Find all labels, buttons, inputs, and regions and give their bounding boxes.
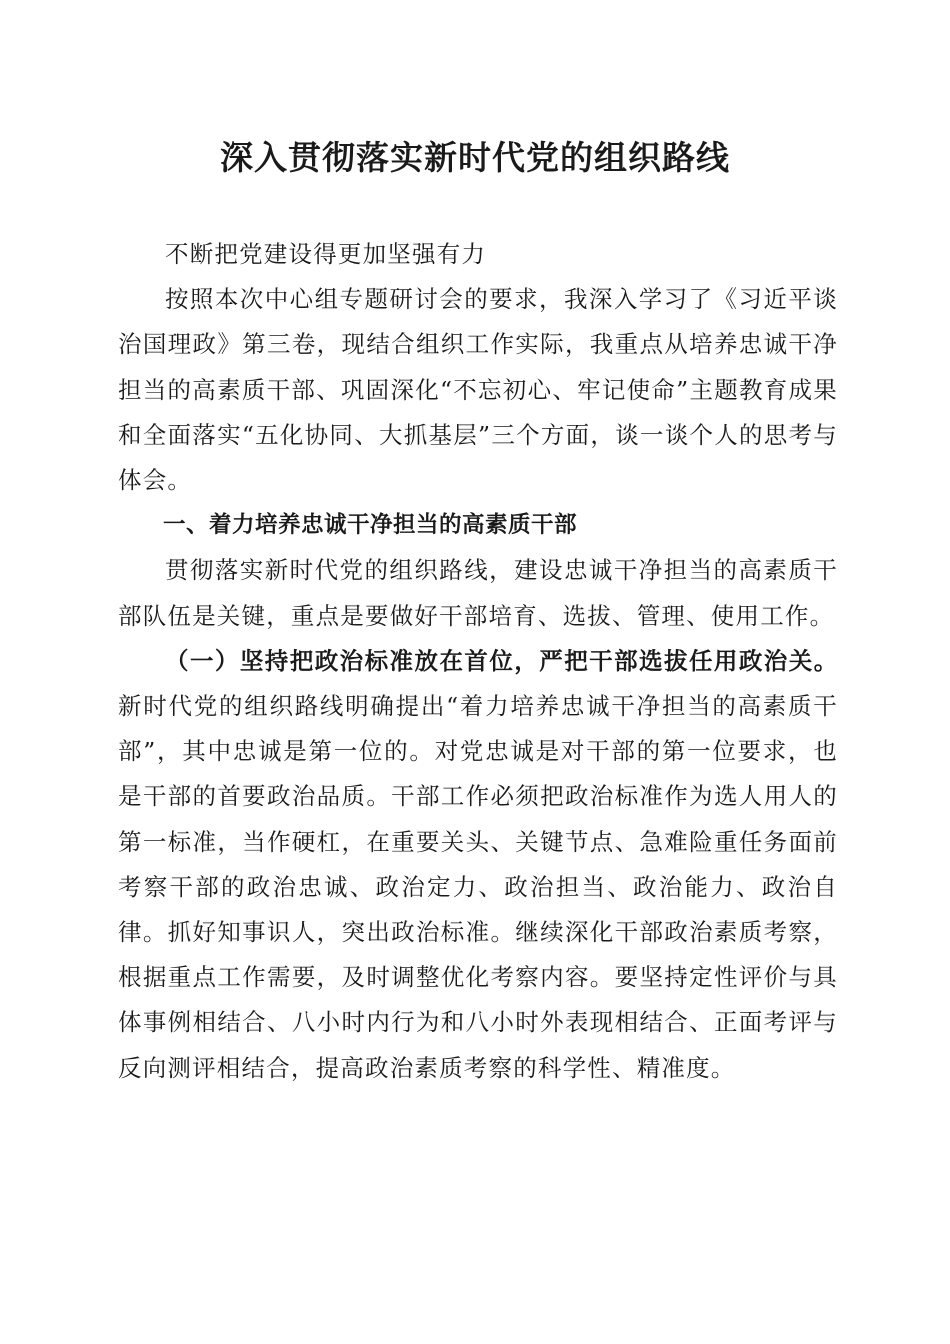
intro-paragraph: 按照本次中心组专题研讨会的要求，我深入学习了《习近平谈治国理政》第三卷，现结合组织工作实际，我重点从培养忠诚干净担当的高素质干部、巩固深化“不忘初心、牢记使命”主题教育成果和全面落实“五化协同、大抓基层”三个方面，谈一谈个人的思考与体会。: [118, 285, 838, 495]
subsection-1-paragraph: [118, 639, 838, 1091]
subsection-1-heading: （一）坚持把政治标准放在首位，严把干部选拔任用政治关。: [165, 646, 838, 675]
document-subtitle: 不断把党建设得更加坚强有力: [165, 240, 487, 268]
document-title: 深入贯彻落实新时代党的组织路线: [220, 138, 730, 177]
document-body: [118, 232, 838, 1091]
section-1-intro-paragraph: 贯彻落实新时代党的组织路线，建设忠诚干净担当的高素质干部队伍是关键，重点是要做好干部培育、选拔、管理、使用工作。: [118, 556, 838, 630]
section-1-heading: 一、着力培养忠诚干净担当的高素质干部: [163, 512, 578, 539]
subsection-1-body: 新时代党的组织路线明确提出“着力培养忠诚干净担当的高素质干部”，其中忠诚是第一位的。对党忠诚是对干部的第一位要求，也是干部的首要政治品质。干部工作必须把政治标准作为选人用人的第一标准，当作硬杠，在重要关头、关键节点、急难险重任务面前考察干部的政治忠诚、政治定力、政治担当、政治能力、政治自律。抓好知事识人，突出政治标准。继续深化干部政治素质考察，根据重点工作需要，及时调整优化考察内容。要坚持定性评价与具体事例相结合、八小时内行为和八小时外表现相结合、正面考评与反向测评相结合，提高政治素质考察的科学性、精准度。: [118, 692, 838, 1082]
